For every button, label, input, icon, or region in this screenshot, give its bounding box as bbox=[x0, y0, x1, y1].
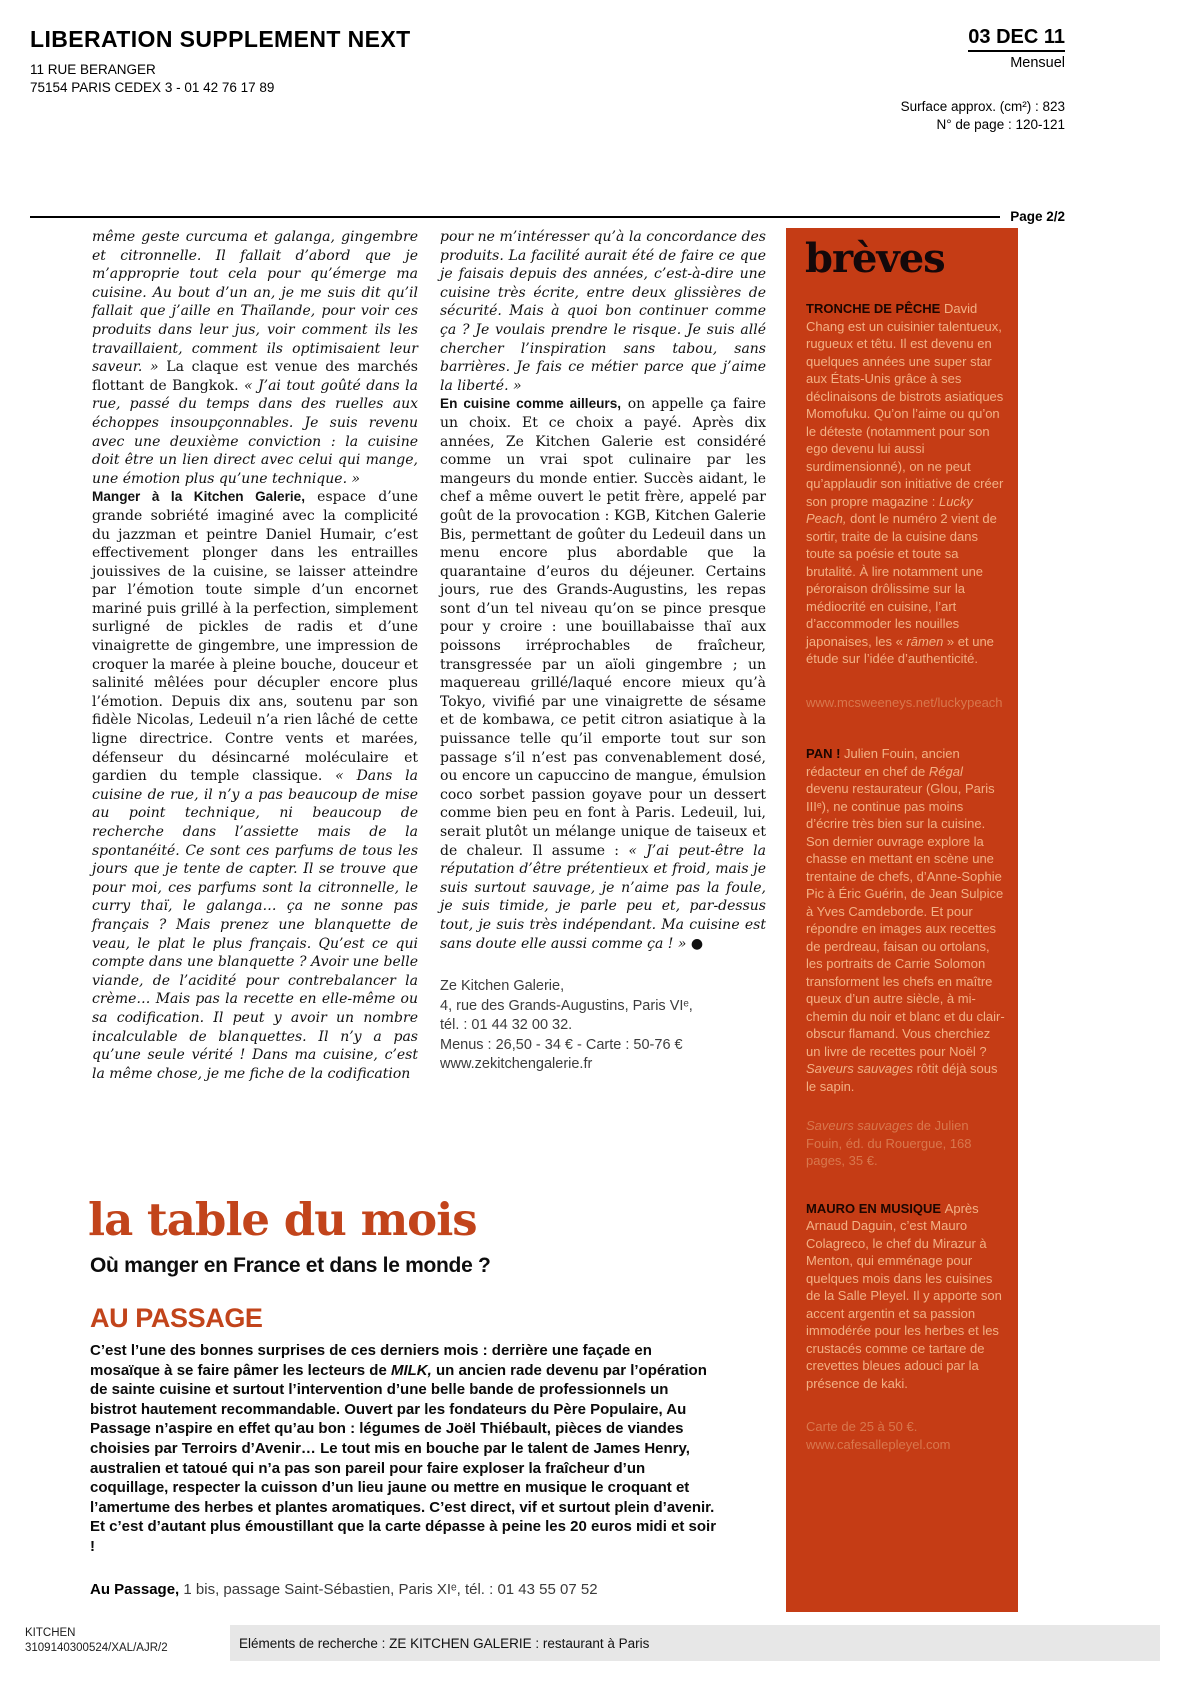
breves-title: brèves bbox=[805, 235, 945, 282]
article-paragraph: Manger à la Kitchen Galerie, espace d’une grande sobriété imaginé avec la complicité du jazzman et peintre Daniel Humair, c’est effectivement plonger dans les entrailles jouissives de la cuisine, se laisser atteindre par l’émotion toute simple d’un encornet mariné puis grillé à la perfection, simplement surligné de pickles de radis et d’une vinaigrette de gingembre, une impression de croquer la marée à pleine bouche, douceur et salinité mêlées pour décupler encore plus l’émotion. Depuis dix ans, soutenu par son fidèle Nicolas, Ledeuil n’a rien lâché de cette ligne directrice. Contre vents et marées, défenseur du désincarné moléculaire et gardien du temple classique. « Dans la cuisine de rue, il n’y a pas beaucoup de mise au point technique, ni beaucoup de recherche dans l’assiette mais de la spontanéité. Ce sont ces parfums de tous les jours que je tente de capter. Il se trouve que pour moi, ces parfums sont la citronnelle, le curry thaï, le galanga… ça ne sonne pas français ? Mais prenez une blanquette de veau, le plat le plus français. Qu’est ce qui compte dans une blanquette ? Avoir une belle viande, de l’acidité pour contrebalancer la crème… Mais pas la recette en elle-même ou sa codification. Il peut y avoir un nombre incalculable de blanquettes. Il n’y a pas qu’une seule vérité ! Dans ma cuisine, c’est la même chose, je me fiche de la codification bbox=[92, 489, 418, 1082]
clipping-reference bbox=[25, 1626, 168, 1655]
article-column-1 bbox=[92, 228, 418, 1083]
page-number-info: N° de page : 120-121 bbox=[936, 117, 1065, 132]
breves-book-note: Saveurs sauvages de Julien Fouin, éd. du Rouergue, 168 pages, 35 €. bbox=[806, 1118, 972, 1168]
breves-section-mauro-en-musique: MAURO EN MUSIQUE Après Arnaud Daguin, c’est Mauro Colagreco, le chef du Mirazur à Menton, qui emménage pour quelques mois dans les cuisines de la Salle Pleyel. Il y apporte son accent argentin et sa passion immodérée pour les herbes et les crustacés comme ce tartare de crevettes bleues adouci par la présence de kaki. bbox=[806, 1200, 1002, 1391]
header-rule-row bbox=[30, 209, 1065, 224]
article-paragraph: En cuisine comme ailleurs, on appelle ça faire un choix. Et ce choix a payé. Après dix années, Ze Kitchen Galerie est considéré comme un vrai spot culinaire par les mangeurs du monde entier. Succès aidant, le chef a même ouvert le petit frère, appelé par goût de la provocation : KGB, Kitchen Galerie Bis, permettant de goûter du Ledeuil dans un menu encore plus abordable que la quarantaine d’euros du déjeuner. Certains jours, rue des Grands-Augustins, les repas sont d’un tel niveau qu’on se pince presque pour y croire : une bouillabaisse thaï aux poissons irréprochables de fraîcheur, transgressée par un aïoli gingembre ; un maquereau grillé/laqué encore mieux qu’à Tokyo, vivifié par une vinaigrette de sésame et de kombawa, ce petit citron asiatique à la puissance telle qu’il emporte tout sur son passage s’il n’est pas convenablement dosé, ou encore un capuccino de mangue, émulsion coco sorbet passion goyave pour un dessert comme bien peu en font à Paris. Ledeuil, lui, serait plutôt un mélange unique de taiseux et de chaleur. Il assume : « J’ai peut-être la réputation d’être prétentieux et froid, mais je suis surtout sauvage, je n’aime pas la foule, je suis timide, je parle peu et, par-dessus tout, je suis très indépendant. Ma cuisine est sans doute elle aussi comme ça ! » ● bbox=[440, 396, 766, 952]
article-paragraph: même geste curcuma et galanga, gingembre et citronnelle. Il fallait d’abord que je m’approprie tout cela pour qu’émerge ma cuisine. Au bout d’un an, je me suis dit qu’il fallait que j’aille en Thaïlande, pour voir ces produits dans leur jus, voir comment ils les travaillaient, comment ils optimisaient leur saveur. » La claque est venue des marchés flottant de Bangkok. « J’ai tout goûté dans la rue, passé du temps dans des ruelles aux échoppes insoupçonnables. Je suis revenu avec une deuxième conviction : la cuisine doit être un lien direct avec celui qui mange, une émotion plus qu’une technique. » bbox=[92, 229, 418, 487]
carte-price-note: Carte de 25 à 50 €. bbox=[806, 1419, 918, 1434]
breves-link-sallepleyel: www.cafesallepleyel.com bbox=[806, 1436, 951, 1452]
venue-info-block: Ze Kitchen Galerie, 4, rue des Grands-Augustins, Paris VIᵉ, tél. : 01 44 32 00 32. Menus : 26,50 - 34 € - Carte : 50-76 € www.zekitchengalerie.fr bbox=[440, 978, 693, 1073]
au-passage-address: Au Passage, 1 bis, passage Saint-Sébastien, Paris XIᵉ, tél. : 01 43 55 07 52 bbox=[90, 1581, 598, 1598]
breves-section-tronche-de-peche: TRONCHE DE PÊCHE David Chang est un cuisinier talentueux, rugueux et têtu. Il est devenu en quelques années une super star aux États-Unis grâce à ses déclinaisons de bistrots asiatiques Momofuku. Qu’on l’aime ou qu’on le déteste (notamment pour son ego devenu lui aussi surdimensionné), on ne peut qu’applaudir son initiative de créer son propre magazine : Lucky Peach, dont le numéro 2 vient de sortir, traite de la cuisine dans toute sa poésie et toute sa brutalité. À lire notamment une péroraison drôlissime sur la médiocrité en cuisine, l’art d’accommoder les nouilles japonaises, les « rāmen » et une étude sur l’idée d’authenticité. bbox=[806, 301, 1004, 666]
issue-meta bbox=[901, 26, 1065, 134]
address-line-2: 75154 PARIS CEDEX 3 - 01 42 76 17 89 bbox=[30, 80, 275, 95]
table-du-mois-subtitle: Où manger en France et dans le monde ? bbox=[90, 1254, 491, 1277]
breves-link-luckypeach: www.mcsweeneys.net/luckypeach bbox=[806, 694, 1003, 710]
publication-title: LIBERATION SUPPLEMENT NEXT bbox=[30, 26, 411, 52]
clipping-meta bbox=[901, 98, 1065, 134]
search-elements-text: Eléments de recherche : ZE KITCHEN GALERIE : restaurant à Paris bbox=[239, 1635, 650, 1651]
address-line-1: 11 RUE BERANGER bbox=[30, 62, 156, 77]
reference-code: 3109140300524/XAL/AJR/2 bbox=[25, 1641, 168, 1654]
header-rule bbox=[30, 216, 1000, 218]
publication-address bbox=[30, 61, 274, 97]
au-passage-heading: AU PASSAGE bbox=[90, 1303, 263, 1333]
search-elements-strip bbox=[230, 1625, 1160, 1661]
reference-keyword: KITCHEN bbox=[25, 1627, 76, 1639]
article-paragraph: pour ne m’intéresser qu’à la concordance des produits. La facilité aurait été de faire ce que je faisais depuis des années, c’est-à-dire une cuisine très écrite, entre deux glissières de sécurité. Mais à quoi bon continuer comme ça ? Je voulais prendre le risque. Je suis allé chercher l’inspiration sans tabou, sans barrières. Je fais ce métier parce que j’aime la liberté. » bbox=[440, 229, 766, 394]
issue-date: 03 DEC 11 bbox=[968, 26, 1065, 52]
breves-carte-note bbox=[806, 1418, 1008, 1453]
page-indicator: Page 2/2 bbox=[1010, 209, 1065, 224]
breves-section-pan: PAN ! Julien Fouin, ancien rédacteur en chef de Régal devenu restaurateur (Glou, Paris IIIᵉ), ne continue pas moins d’écrire très bien sur la cuisine. Son dernier ouvrage explore la chasse en mettant en scène une trentaine de chefs, d’Anne-Sophie Pic à Éric Guérin, de Jean Sulpice à Yves Camdeborde. Et pour répondre en images aux recettes de perdreau, faisan ou ortolans, les portraits de Carrie Solomon transforment les chefs en maître queux d’un autre siècle, à mi-chemin du noir et blanc et du clair-obscur flamand. Vous cherchiez un livre de recettes pour Noël ? Saveurs sauvages rôtit déjà sous le sapin. bbox=[806, 746, 1005, 1094]
au-passage-body: C’est l’une des bonnes surprises de ces derniers mois : derrière une façade en mosaïque à se faire pâmer les lecteurs de MILK, un ancien rade devenu par l’opération de sainte cuisine et surtout l’intervention d’une belle bande de professionnels un bistrot hautement recommandable. Ouvert par les fondateurs du Père Populaire, Au Passage n’aspire en effet qu’au bon : légumes de Joël Thiébault, pièces de viandes choisies par Terroirs d’Avenir… Le tout mis en bouche par le talent de James Henry, australien et tatoué qui n’a pas son pareil pour faire exploser la fraîcheur d’un coquillage, respecter la cuisson d’un lieu jaune ou mettre en musique le croquant et l’amertume des herbes et plantes aromatiques. C’est direct, vif et surtout plein d’avenir. Et c’est d’autant plus émoustillant que la carte dépasse à peine les 20 euros midi et soir ! bbox=[90, 1342, 717, 1555]
breves-sidebar bbox=[786, 228, 1018, 1612]
table-du-mois-title: la table du mois bbox=[88, 1193, 477, 1246]
surface-info: Surface approx. (cm²) : 823 bbox=[900, 99, 1065, 114]
issue-frequency: Mensuel bbox=[1010, 55, 1065, 71]
article-column-2 bbox=[440, 228, 766, 1075]
